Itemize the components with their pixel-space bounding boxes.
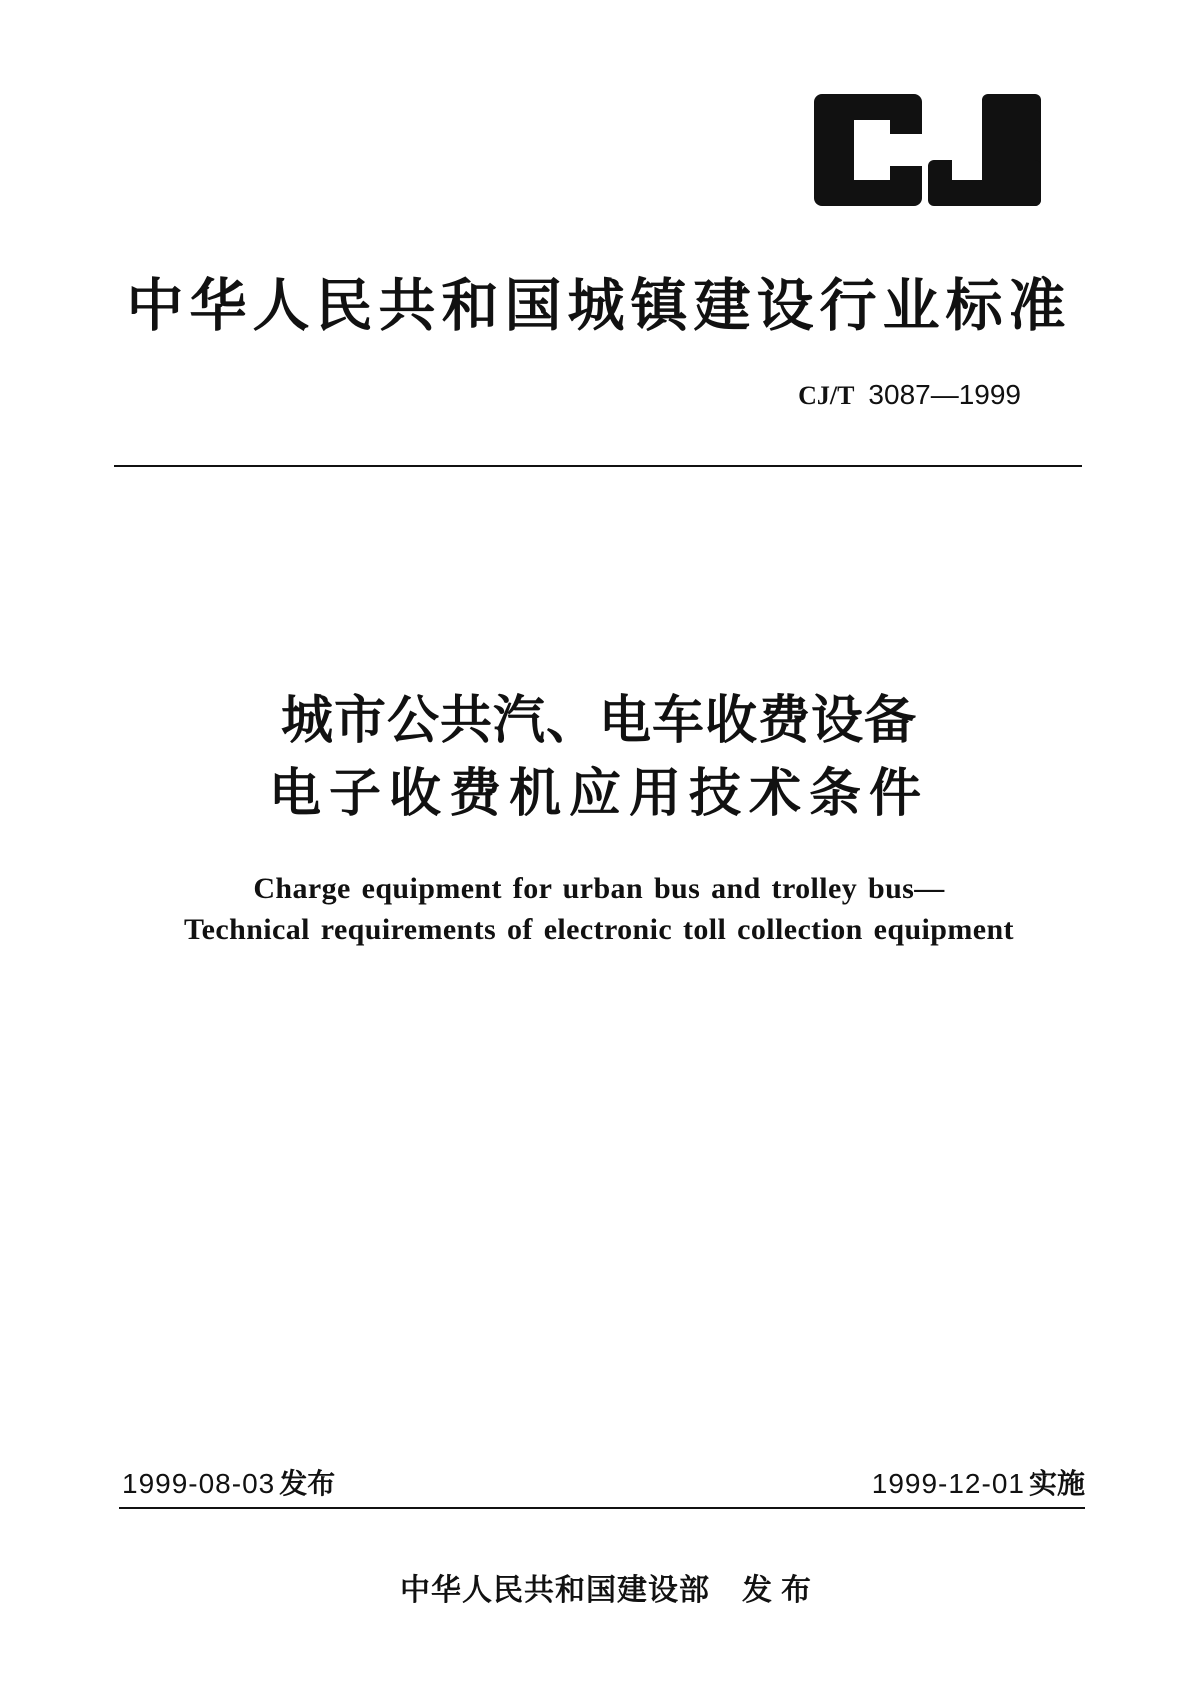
standard-code-number: 3087—1999 bbox=[868, 379, 1021, 410]
standard-code bbox=[798, 378, 1021, 416]
english-title-line-2: Technical requirements of electronic toll collection equipment bbox=[184, 913, 1014, 946]
issue-date: 1999-08-03 bbox=[122, 1468, 276, 1499]
english-title-line-1: Charge equipment for urban bus and trolley bus— bbox=[253, 872, 945, 905]
implement-label: 实施 bbox=[1028, 1467, 1085, 1500]
standard-code-prefix: CJ/T bbox=[798, 381, 855, 410]
logo-letter-c bbox=[814, 94, 923, 206]
chinese-title-line-2: 电子收费机应用技术条件 bbox=[268, 764, 929, 824]
standard-category-heading: 中华人民共和国城镇建设行业标准 bbox=[126, 273, 1072, 339]
issue-date-block bbox=[122, 1467, 335, 1505]
header-divider bbox=[114, 465, 1082, 467]
publisher-name: 中华人民共和国建设部 bbox=[400, 1573, 710, 1608]
implement-date: 1999-12-01 bbox=[871, 1468, 1025, 1499]
logo-letter-j bbox=[928, 94, 1041, 206]
chinese-title-line-1: 城市公共汽、电车收费设备 bbox=[280, 691, 917, 751]
issue-label: 发布 bbox=[279, 1467, 336, 1500]
publisher-label: 发布 bbox=[742, 1573, 820, 1608]
cj-logo bbox=[814, 94, 1041, 206]
footer-divider bbox=[119, 1507, 1085, 1509]
implement-date-block bbox=[872, 1467, 1085, 1505]
